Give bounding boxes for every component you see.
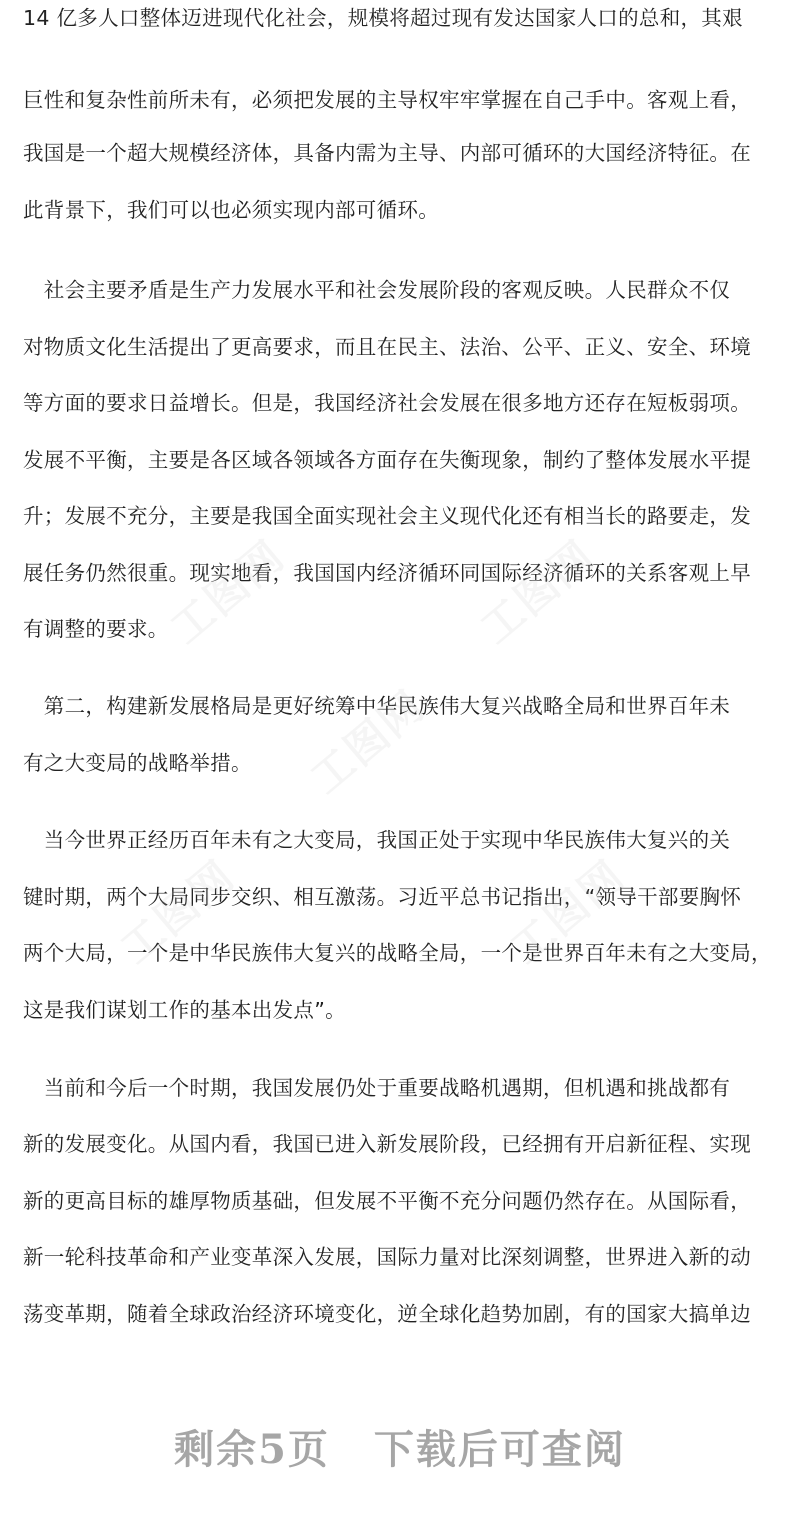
- watermark: 工图网: [161, 530, 294, 654]
- text-line: 对物质文化生活提出了更高要求，而且在民主、法治、公平、正义、安全、环境: [23, 335, 751, 359]
- text-line: 两个大局，一个是中华民族伟大复兴的战略全局，一个是世界百年未有之大变局，: [23, 941, 772, 965]
- text-line: 巨性和复杂性前所未有，必须把发展的主导权牢牢掌握在自己手中。客观上看，: [23, 88, 751, 112]
- download-prompt[interactable]: [0, 1418, 800, 1475]
- text-line: 14 亿多人口整体迈进现代化社会，规模将超过现有发达国家人口的总和，其艰: [23, 6, 743, 30]
- remaining-pages-label: 剩余5页: [174, 1426, 330, 1473]
- watermark: 工图网: [501, 850, 634, 974]
- watermark: 工图网: [471, 530, 604, 654]
- text-line: 新的发展变化。从国内看，我国已进入新发展阶段，已经拥有开启新征程、实现: [23, 1132, 751, 1156]
- text-line: 当今世界正经历百年未有之大变局，我国正处于实现中华民族伟大复兴的关: [23, 828, 731, 852]
- text-line: 有之大变局的战略举措。: [23, 751, 252, 775]
- text-line: 第二，构建新发展格局是更好统筹中华民族伟大复兴战略全局和世界百年未: [23, 694, 731, 718]
- text-line: 发展不平衡，主要是各区域各领域各方面存在失衡现象，制约了整体发展水平提: [23, 448, 751, 472]
- text-line: 展任务仍然很重。现实地看，我国国内经济循环同国际经济循环的关系客观上早: [23, 561, 751, 585]
- text-line: 新一轮科技革命和产业变革深入发展，国际力量对比深刻调整，世界进入新的动: [23, 1245, 751, 1269]
- text-line: 当前和今后一个时期，我国发展仍处于重要战略机遇期，但机遇和挑战都有: [23, 1076, 731, 1100]
- watermark: 工图网: [301, 680, 434, 804]
- text-line: 升；发展不充分，主要是我国全面实现社会主义现代化还有相当长的路要走，发: [23, 504, 751, 528]
- text-line: 我国是一个超大规模经济体，具备内需为主导、内部可循环的大国经济特征。在: [23, 141, 751, 165]
- text-line: 有调整的要求。: [23, 617, 169, 641]
- text-line: 此背景下，我们可以也必须实现内部可循环。: [23, 198, 439, 222]
- watermark: 工图网: [111, 850, 244, 974]
- text-line: 社会主要矛盾是生产力发展水平和社会发展阶段的客观反映。人民群众不仅: [23, 278, 731, 302]
- text-line: 这是我们谋划工作的基本出发点”。: [23, 998, 346, 1022]
- text-line: 新的更高目标的雄厚物质基础，但发展不平衡不充分问题仍然存在。从国际看，: [23, 1189, 751, 1213]
- text-line: 荡变革期，随着全球政治经济环境变化，逆全球化趋势加剧，有的国家大搞单边: [23, 1302, 751, 1326]
- text-line: 键时期，两个大局同步交织、相互激荡。习近平总书记指出，“领导干部要胸怀: [23, 885, 742, 909]
- text-line: 等方面的要求日益增长。但是，我国经济社会发展在很多地方还存在短板弱项。: [23, 391, 751, 415]
- download-to-view-label: 下载后可查阅: [373, 1426, 626, 1473]
